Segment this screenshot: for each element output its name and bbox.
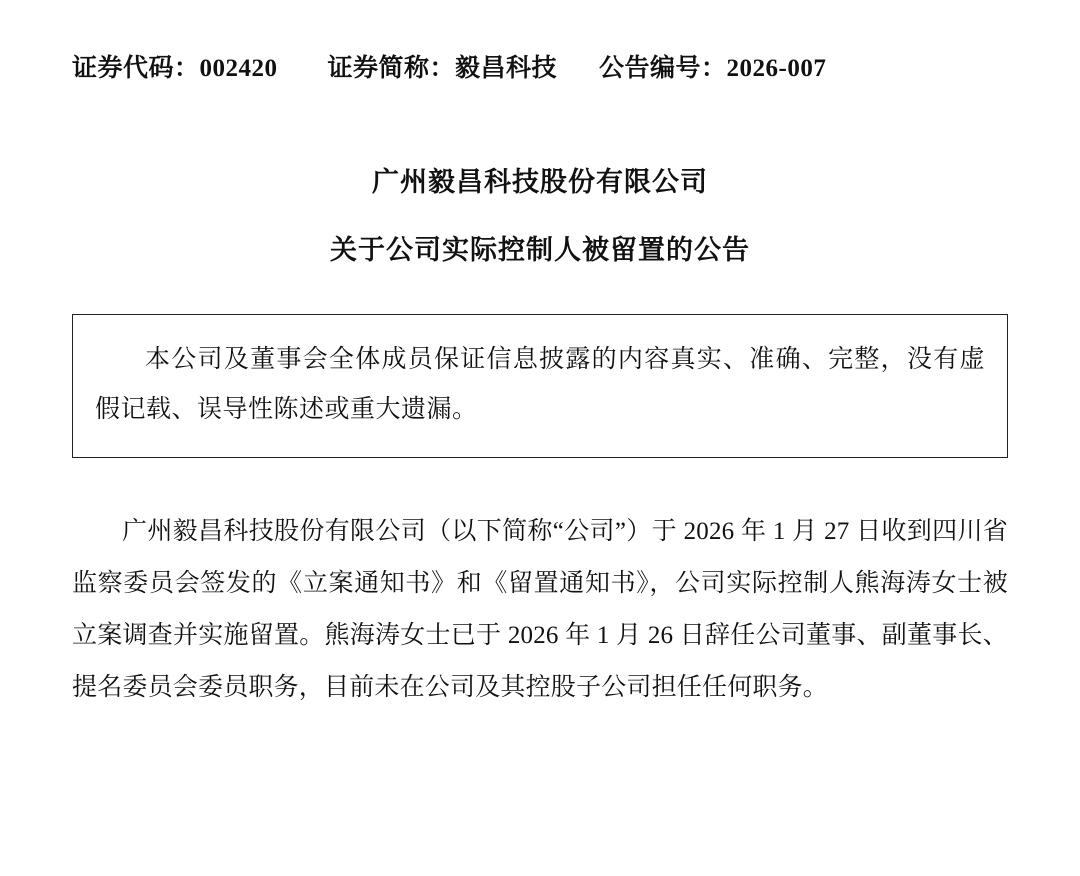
- disclaimer-text: 本公司及董事会全体成员保证信息披露的内容真实、准确、完整，没有虚假记载、误导性陈述或重大遗漏。: [95, 345, 985, 423]
- document-header: [72, 0, 1008, 84]
- security-code: 证券代码：002420: [72, 55, 278, 82]
- announcement-number: 公告编号：2026-007: [599, 55, 827, 82]
- body-paragraph-1: 广州毅昌科技股份有限公司（以下简称“公司”）于 2026 年 1 月 27 日收到四川省监察委员会签发的《立案通知书》和《留置通知书》，公司实际控制人熊海涛女士被立案调查并实施留置。熊海涛女士已于 2026 年 1 月 26 日辞任公司董事、副董事长、提名委员会委员职务，目前未在公司及其控股子公司担任任何职务。: [72, 517, 1008, 701]
- title-block: [72, 162, 1008, 272]
- disclaimer-box: [72, 314, 1008, 458]
- body-block: [72, 506, 1008, 714]
- page-title-company: 广州毅昌科技股份有限公司: [372, 167, 708, 197]
- security-short-name: 证券简称：毅昌科技: [327, 55, 558, 82]
- page-title-subject: 关于公司实际控制人被留置的公告: [330, 234, 750, 265]
